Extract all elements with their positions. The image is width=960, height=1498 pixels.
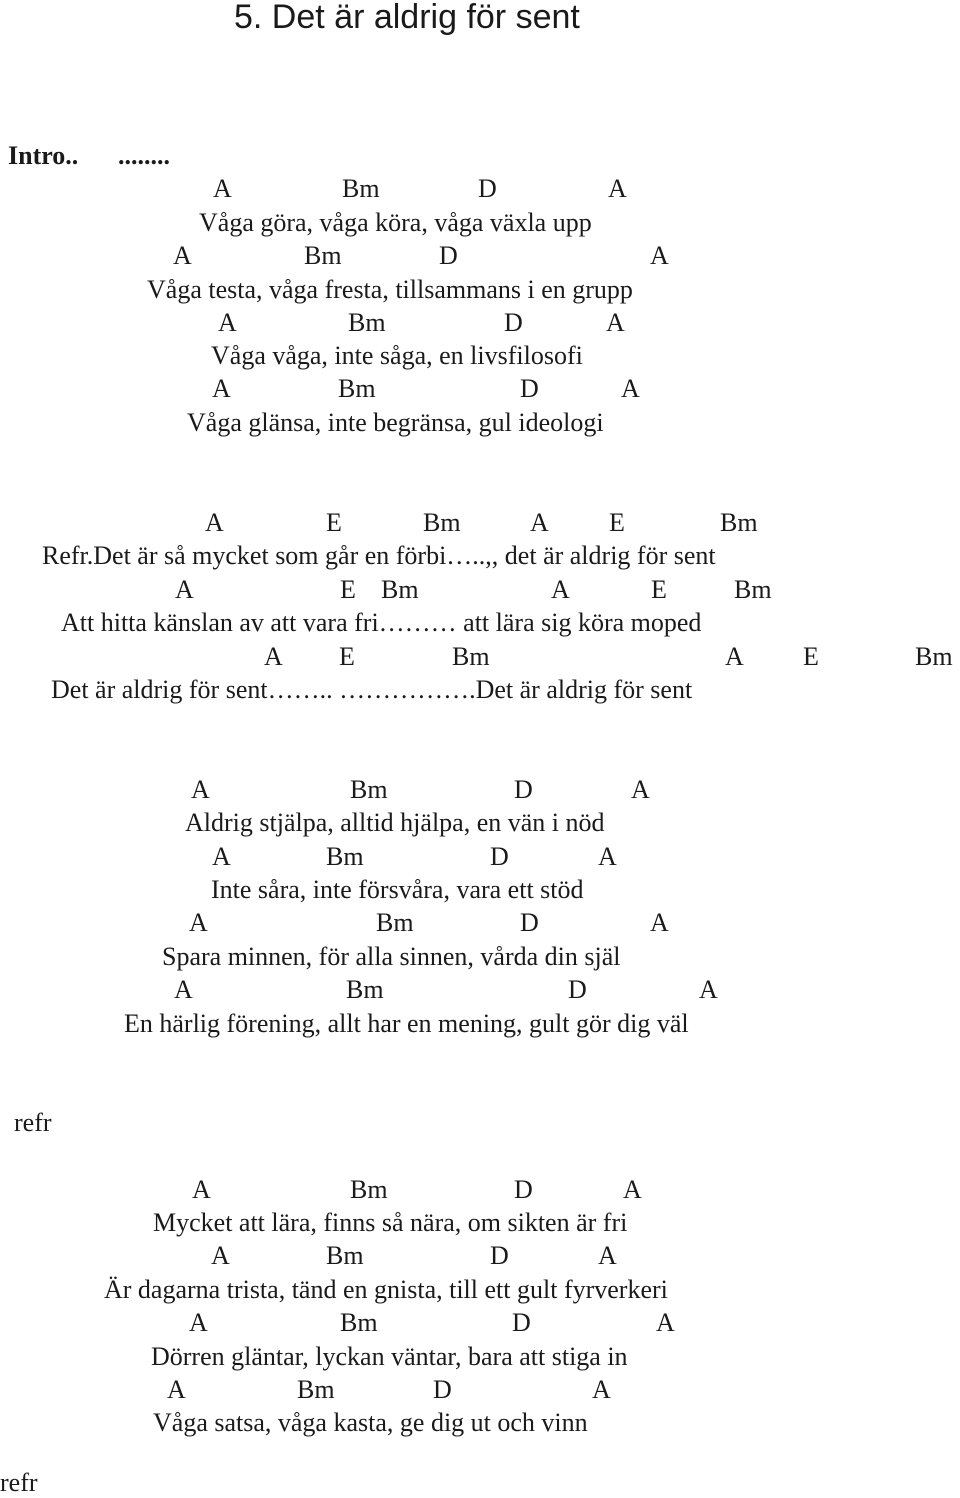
chord: A bbox=[175, 575, 194, 604]
refrain-marker: refr bbox=[0, 1468, 38, 1497]
chord: A bbox=[606, 308, 625, 337]
chord: A bbox=[530, 508, 549, 537]
chord: D bbox=[490, 1241, 509, 1270]
chord: Bm bbox=[376, 908, 414, 937]
chord: A bbox=[650, 908, 669, 937]
lyric-line: Spara minnen, för alla sinnen, vårda din själ bbox=[162, 942, 621, 971]
chord: E bbox=[326, 508, 342, 537]
chord: A bbox=[167, 1375, 186, 1404]
chord: A bbox=[212, 842, 231, 871]
chord: Bm bbox=[720, 508, 758, 537]
chord: A bbox=[189, 1308, 208, 1337]
chord: A bbox=[191, 775, 210, 804]
chord: A bbox=[189, 908, 208, 937]
chord: E bbox=[651, 575, 667, 604]
chord: D bbox=[504, 308, 523, 337]
intro-dots: ........ bbox=[118, 141, 170, 170]
chord: A bbox=[699, 975, 718, 1004]
chord: A bbox=[173, 241, 192, 270]
chord: A bbox=[211, 1241, 230, 1270]
chord: Bm bbox=[338, 374, 376, 403]
chord: D bbox=[490, 842, 509, 871]
intro-label: Intro.. bbox=[8, 141, 79, 170]
chord: A bbox=[623, 1175, 642, 1204]
chord: Bm bbox=[326, 1241, 364, 1270]
chord: E bbox=[609, 508, 625, 537]
refrain-marker: refr bbox=[14, 1108, 52, 1137]
chord: A bbox=[650, 241, 669, 270]
chord: A bbox=[174, 975, 193, 1004]
chord: Bm bbox=[326, 842, 364, 871]
chord: A bbox=[608, 174, 627, 203]
chord: E bbox=[339, 642, 355, 671]
lyric-line: Aldrig stjälpa, alltid hjälpa, en vän i nöd bbox=[185, 808, 605, 837]
lyric-line: Inte såra, inte försvåra, vara ett stöd bbox=[211, 875, 584, 904]
chord: D bbox=[433, 1375, 452, 1404]
chord: Bm bbox=[350, 1175, 388, 1204]
chord: D bbox=[514, 775, 533, 804]
chord: D bbox=[520, 908, 539, 937]
chord: A bbox=[551, 575, 570, 604]
chord: Bm bbox=[348, 308, 386, 337]
chord: A bbox=[264, 642, 283, 671]
chord: E bbox=[340, 575, 356, 604]
chord: A bbox=[205, 508, 224, 537]
lyric-line: Det är aldrig för sent…….. …………….Det är aldrig för sent bbox=[51, 675, 693, 704]
chord: Bm bbox=[297, 1375, 335, 1404]
chord: A bbox=[598, 1241, 617, 1270]
lyric-line: Refr.Det är så mycket som går en förbi…..,, det är aldrig för sent bbox=[42, 541, 716, 570]
chord: D bbox=[520, 374, 539, 403]
chord: A bbox=[192, 1175, 211, 1204]
chord: A bbox=[631, 775, 650, 804]
chord: A bbox=[621, 374, 640, 403]
chord: A bbox=[212, 374, 231, 403]
lyric-line: Mycket att lära, finns så nära, om sikten är fri bbox=[153, 1208, 628, 1237]
chord: Bm bbox=[381, 575, 419, 604]
chord: E bbox=[803, 642, 819, 671]
chord: A bbox=[213, 174, 232, 203]
lyric-line: Våga glänsa, inte begränsa, gul ideologi bbox=[187, 408, 604, 437]
chord: A bbox=[218, 308, 237, 337]
lyric-line: En härlig förening, allt har en mening, gult gör dig väl bbox=[124, 1009, 689, 1038]
chord: D bbox=[514, 1175, 533, 1204]
page-title: 5. Det är aldrig för sent bbox=[234, 0, 580, 36]
chord: Bm bbox=[342, 174, 380, 203]
chord: D bbox=[439, 241, 458, 270]
chord: Bm bbox=[304, 241, 342, 270]
chord: D bbox=[512, 1308, 531, 1337]
chord: Bm bbox=[346, 975, 384, 1004]
chord: A bbox=[592, 1375, 611, 1404]
chord: Bm bbox=[734, 575, 772, 604]
lyric-line: Dörren gläntar, lyckan väntar, bara att stiga in bbox=[151, 1342, 628, 1371]
chord: Bm bbox=[350, 775, 388, 804]
lyric-line: Är dagarna trista, tänd en gnista, till ett gult fyrverkeri bbox=[104, 1275, 668, 1304]
chord: D bbox=[478, 174, 497, 203]
chord: A bbox=[656, 1308, 675, 1337]
lyric-line: Våga våga, inte såga, en livsfilosofi bbox=[211, 341, 583, 370]
chord: Bm bbox=[452, 642, 490, 671]
chord: Bm bbox=[340, 1308, 378, 1337]
lyric-line: Att hitta känslan av att vara fri……… att lära sig köra moped bbox=[61, 608, 702, 637]
lyric-line: Våga satsa, våga kasta, ge dig ut och vinn bbox=[153, 1408, 588, 1437]
lyric-line: Våga göra, våga köra, våga växla upp bbox=[199, 208, 592, 237]
chord: A bbox=[725, 642, 744, 671]
chord: Bm bbox=[423, 508, 461, 537]
chord: D bbox=[568, 975, 587, 1004]
lyric-line: Våga testa, våga fresta, tillsammans i en grupp bbox=[147, 275, 633, 304]
chord: A bbox=[598, 842, 617, 871]
chord: Bm bbox=[915, 642, 953, 671]
